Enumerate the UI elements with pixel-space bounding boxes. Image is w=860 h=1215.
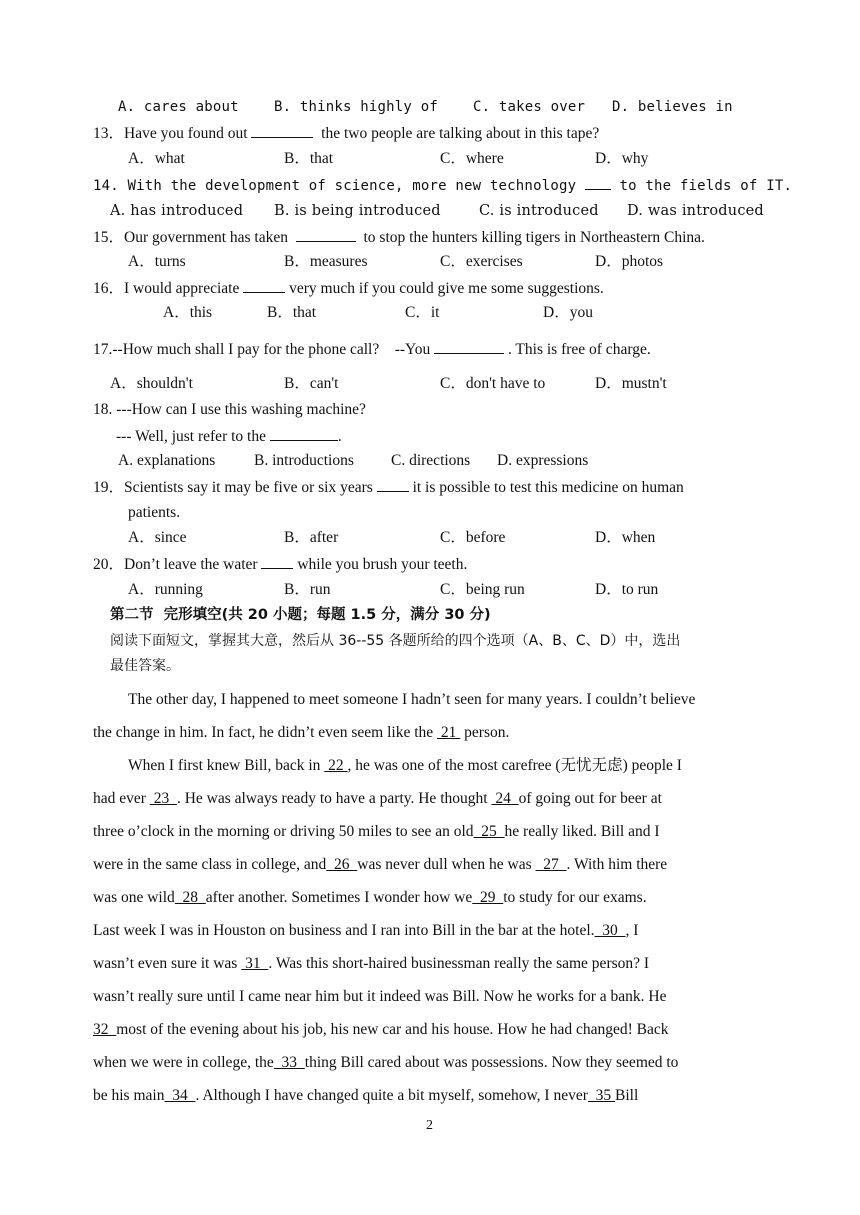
passage-line: when we were in college, the 33 thing Bill cared about was possessions. Now they seemed to: [93, 1054, 679, 1071]
blank-21: 21: [437, 724, 461, 741]
q15-option-c: C．exercises: [440, 253, 523, 270]
blank-33: 33: [273, 1054, 305, 1071]
q18-stem: 18. ---How can I use this washing machine?: [93, 401, 366, 418]
q18-option-b: B. introductions: [254, 452, 354, 469]
q17-option-c: C．don't have to: [440, 375, 546, 392]
q18-option-d: D. expressions: [497, 452, 589, 469]
section-heading: 第二节 完形填空(共 20 小题；每题 1.5 分，满分 30 分): [110, 607, 491, 623]
q16-option-b: B．that: [267, 304, 317, 321]
passage-line: had ever 23 . He was always ready to have a party. He thought 24 of going out for beer at: [93, 790, 662, 807]
q13-option-b: B．that: [284, 150, 334, 167]
blank-28: 28: [174, 889, 206, 906]
q14-option-b: B. is being introduced: [274, 203, 441, 219]
q12-option-b: B. thinks highly of: [274, 99, 438, 115]
passage-line: wasn’t even sure it was 31 . Was this short-haired businessman really the same person? I: [93, 955, 650, 972]
q12-option-a: A. cares about: [118, 99, 239, 115]
q17-option-a: A．shouldn't: [110, 375, 193, 392]
blank-35: 35: [587, 1087, 616, 1104]
q19-stem-line2: patients.: [128, 504, 181, 521]
q14-stem: 14. With the development of science, more new technology to the fields of IT.: [93, 175, 792, 196]
q19-option-d: D．when: [595, 529, 656, 546]
passage-line: were in the same class in college, and 26 was never dull when he was 27 . With him there: [93, 856, 668, 873]
passage-line: the change in him. In fact, he didn’t even seem like the 21 person.: [93, 724, 510, 741]
q15-stem: 15．Our government has taken to stop the hunters killing tigers in Northeastern China.: [93, 229, 705, 246]
q17-option-b: B．can't: [284, 375, 339, 392]
blank-26: 26: [326, 856, 358, 873]
blank-29: 29: [472, 889, 504, 906]
blank-27: 27: [535, 856, 567, 873]
q14-option-d: D. was introduced: [627, 203, 764, 219]
passage-line: wasn’t really sure until I came near him but it indeed was Bill. Now he works for a bank. He: [93, 988, 667, 1005]
q19-option-a: A．since: [128, 529, 187, 546]
q18-reply: --- Well, just refer to the .: [116, 428, 342, 445]
blank-22: 22: [324, 757, 348, 774]
q16-stem: 16．I would appreciate very much if you could give me some suggestions.: [93, 280, 604, 297]
q20-option-d: D．to run: [595, 581, 659, 598]
passage-line: Last week I was in Houston on business and I ran into Bill in the bar at the hotel. 30 , I: [93, 922, 639, 939]
q12-option-d: D. believes in: [612, 99, 733, 115]
blank-32: 32: [93, 1021, 117, 1038]
section-instruction-line1: 阅读下面短文，掌握其大意，然后从 36--55 各题所给的四个选项（A、B、C、D）中，选出: [110, 633, 681, 649]
passage-line: When I first knew Bill, back in 22 , he was one of the most carefree (无忧无虑) people I: [128, 757, 682, 774]
q13-option-d: D．why: [595, 150, 649, 167]
section-instruction-line2: 最佳答案。: [110, 658, 180, 674]
passage-line: was one wild 28 after another. Sometimes I wonder how we 29 to study for our exams.: [93, 889, 647, 906]
q15-option-b: B．measures: [284, 253, 368, 270]
q18-option-c: C. directions: [391, 452, 471, 469]
page-number: 2: [426, 1118, 433, 1133]
q20-option-a: A．running: [128, 581, 203, 598]
q17-stem: 17.--How much shall I pay for the phone call? --You . This is free of charge.: [93, 341, 651, 358]
q13-stem: 13．Have you found out the two people are talking about in this tape?: [93, 125, 600, 142]
q20-option-b: B．run: [284, 581, 331, 598]
q14-option-a: A. has introduced: [110, 203, 244, 219]
blank-31: 31: [241, 955, 269, 972]
blank-24: 24: [491, 790, 519, 807]
passage-line: three o’clock in the morning or driving 50 miles to see an old 25 he really liked. Bill and I: [93, 823, 660, 840]
q20-stem: 20．Don’t leave the water while you brush your teeth.: [93, 556, 468, 573]
q16-option-d: D．you: [543, 304, 593, 321]
q16-option-c: C．it: [405, 304, 440, 321]
passage-line: 32 most of the evening about his job, his new car and his house. How he had changed! Back: [93, 1021, 669, 1038]
blank-34: 34: [164, 1087, 196, 1104]
q20-option-c: C．being run: [440, 581, 525, 598]
q15-option-d: D．photos: [595, 253, 664, 270]
q19-option-b: B．after: [284, 529, 339, 546]
passage-line: be his main 34 . Although I have changed quite a bit myself, somehow, I never 35 Bill: [93, 1087, 639, 1104]
q18-option-a: A. explanations: [118, 452, 216, 469]
blank-30: 30: [594, 922, 626, 939]
q12-option-c: C. takes over: [473, 99, 586, 115]
q13-option-c: C．where: [440, 150, 504, 167]
q17-option-d: D．mustn't: [595, 375, 667, 392]
q16-option-a: A．this: [163, 304, 213, 321]
q19-option-c: C．before: [440, 529, 506, 546]
q19-stem: 19．Scientists say it may be five or six years it is possible to test this medicine on human: [93, 479, 684, 496]
blank-25: 25: [473, 823, 505, 840]
q15-option-a: A．turns: [128, 253, 186, 270]
q14-option-c: C. is introduced: [479, 203, 599, 219]
blank-23: 23: [149, 790, 177, 807]
q13-option-a: A．what: [128, 150, 185, 167]
passage-line: The other day, I happened to meet someone I hadn’t seen for many years. I couldn’t believe: [128, 691, 696, 708]
